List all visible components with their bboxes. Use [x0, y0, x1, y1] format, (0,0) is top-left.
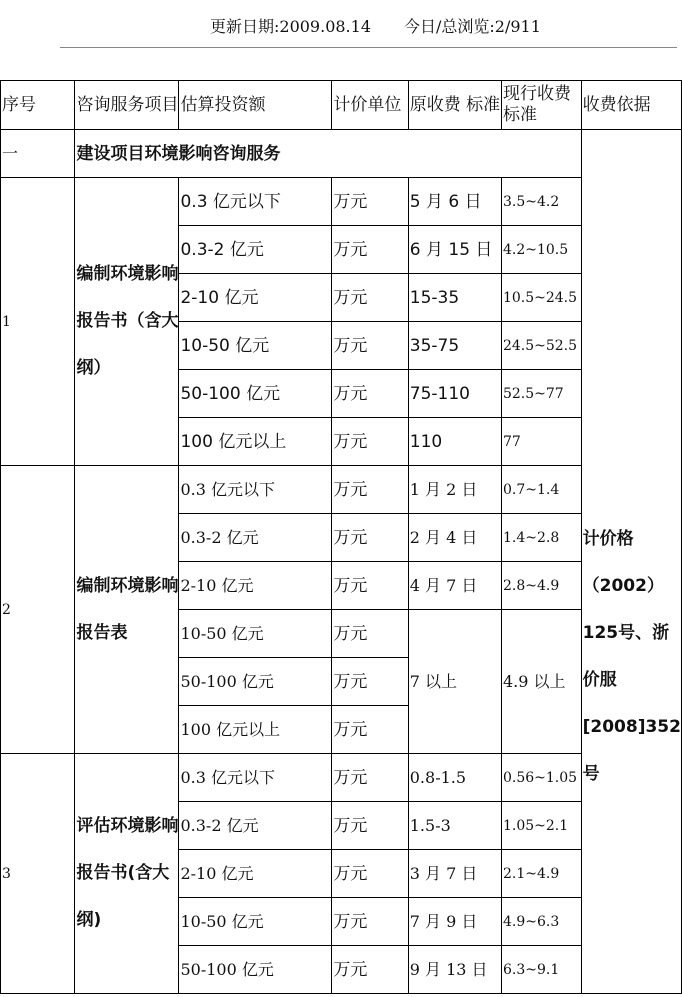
investment-cell: 0.3-2 亿元 — [179, 226, 332, 274]
unit-cell: 万元 — [332, 610, 408, 658]
group-index: 3 — [1, 754, 75, 994]
current-fee-cell: 77 — [501, 418, 581, 466]
current-fee-cell: 0.7~1.4 — [501, 466, 581, 514]
investment-cell: 50-100 亿元 — [179, 946, 332, 994]
fee-basis: 计价格（2002）125号、浙价服[2008]352号 — [581, 130, 681, 994]
service-name: 编制环境影响报告书（含大纲） — [75, 178, 179, 466]
current-fee-cell: 52.5~77 — [501, 370, 581, 418]
unit-cell: 万元 — [332, 418, 408, 466]
original-fee-cell: 3 月 7 日 — [408, 850, 501, 898]
investment-cell: 10-50 亿元 — [179, 322, 332, 370]
update-date: 更新日期:2009.08.14 — [210, 17, 372, 36]
header-divider — [60, 47, 677, 48]
col-header-basis: 收费依据 — [581, 81, 681, 130]
investment-cell: 100 亿元以上 — [179, 706, 332, 754]
current-fee-cell: 1.4~2.8 — [501, 514, 581, 562]
investment-cell: 0.3-2 亿元 — [179, 802, 332, 850]
original-fee-cell: 6 月 15 日 — [408, 226, 501, 274]
unit-cell: 万元 — [332, 370, 408, 418]
current-fee-cell: 2.8~4.9 — [501, 562, 581, 610]
original-fee-cell: 9 月 13 日 — [408, 946, 501, 994]
original-fee-cell: 4 月 7 日 — [408, 562, 501, 610]
unit-cell: 万元 — [332, 466, 408, 514]
current-fee-cell: 24.5~52.5 — [501, 322, 581, 370]
current-fee-cell: 3.5~4.2 — [501, 178, 581, 226]
original-fee-cell: 110 — [408, 418, 501, 466]
investment-cell: 10-50 亿元 — [179, 898, 332, 946]
investment-cell: 50-100 亿元 — [179, 370, 332, 418]
investment-cell: 100 亿元以上 — [179, 418, 332, 466]
group-index: 1 — [1, 178, 75, 466]
original-fee-cell: 35-75 — [408, 322, 501, 370]
unit-cell: 万元 — [332, 898, 408, 946]
unit-cell: 万元 — [332, 562, 408, 610]
current-fee-cell: 2.1~4.9 — [501, 850, 581, 898]
original-fee-cell: 75-110 — [408, 370, 501, 418]
investment-cell: 0.3 亿元以下 — [179, 754, 332, 802]
section-row — [1, 130, 682, 178]
original-fee-cell: 1 月 2 日 — [408, 466, 501, 514]
service-name: 评估环境影响报告书(含大纲) — [75, 754, 179, 994]
current-fee-merged: 4.9 以上 — [501, 610, 581, 754]
col-header-index: 序号 — [1, 81, 75, 130]
unit-cell: 万元 — [332, 178, 408, 226]
investment-cell: 50-100 亿元 — [179, 658, 332, 706]
unit-cell: 万元 — [332, 850, 408, 898]
unit-cell: 万元 — [332, 706, 408, 754]
unit-cell: 万元 — [332, 802, 408, 850]
current-fee-cell: 6.3~9.1 — [501, 946, 581, 994]
current-fee-cell: 10.5~24.5 — [501, 274, 581, 322]
original-fee-cell: 2 月 4 日 — [408, 514, 501, 562]
current-fee-cell: 4.9~6.3 — [501, 898, 581, 946]
col-header-original-fee: 原收费 标准 — [408, 81, 501, 130]
group-index: 2 — [1, 466, 75, 754]
current-fee-cell: 0.56~1.05 — [501, 754, 581, 802]
view-count: 今日/总浏览:2/911 — [404, 17, 541, 36]
unit-cell: 万元 — [332, 658, 408, 706]
col-header-service: 咨询服务项目 — [75, 81, 179, 130]
original-fee-cell: 0.8-1.5 — [408, 754, 501, 802]
current-fee-cell: 4.2~10.5 — [501, 226, 581, 274]
col-header-investment: 估算投资额 — [179, 81, 332, 130]
original-fee-cell: 7 月 9 日 — [408, 898, 501, 946]
original-fee-cell: 1.5-3 — [408, 802, 501, 850]
investment-cell: 0.3 亿元以下 — [179, 178, 332, 226]
investment-cell: 2-10 亿元 — [179, 562, 332, 610]
table-row — [1, 754, 682, 802]
investment-cell: 0.3 亿元以下 — [179, 466, 332, 514]
original-fee-merged: 7 以上 — [408, 610, 501, 754]
original-fee-cell: 15-35 — [408, 274, 501, 322]
investment-cell: 2-10 亿元 — [179, 274, 332, 322]
table-row — [1, 466, 682, 514]
fee-table — [0, 80, 682, 994]
section-title: 建设项目环境影响咨询服务 — [75, 130, 581, 178]
col-header-unit: 计价单位 — [332, 81, 408, 130]
header-row — [1, 81, 682, 130]
unit-cell: 万元 — [332, 322, 408, 370]
col-header-current-fee: 现行收费标准 — [501, 81, 581, 130]
current-fee-cell: 1.05~2.1 — [501, 802, 581, 850]
investment-cell: 0.3-2 亿元 — [179, 514, 332, 562]
page-header — [0, 14, 682, 40]
section-index: 一 — [1, 130, 75, 178]
unit-cell: 万元 — [332, 226, 408, 274]
unit-cell: 万元 — [332, 946, 408, 994]
original-fee-cell: 5 月 6 日 — [408, 178, 501, 226]
unit-cell: 万元 — [332, 754, 408, 802]
service-name: 编制环境影响报告表 — [75, 466, 179, 754]
table-row — [1, 178, 682, 226]
investment-cell: 2-10 亿元 — [179, 850, 332, 898]
investment-cell: 10-50 亿元 — [179, 610, 332, 658]
unit-cell: 万元 — [332, 274, 408, 322]
unit-cell: 万元 — [332, 514, 408, 562]
